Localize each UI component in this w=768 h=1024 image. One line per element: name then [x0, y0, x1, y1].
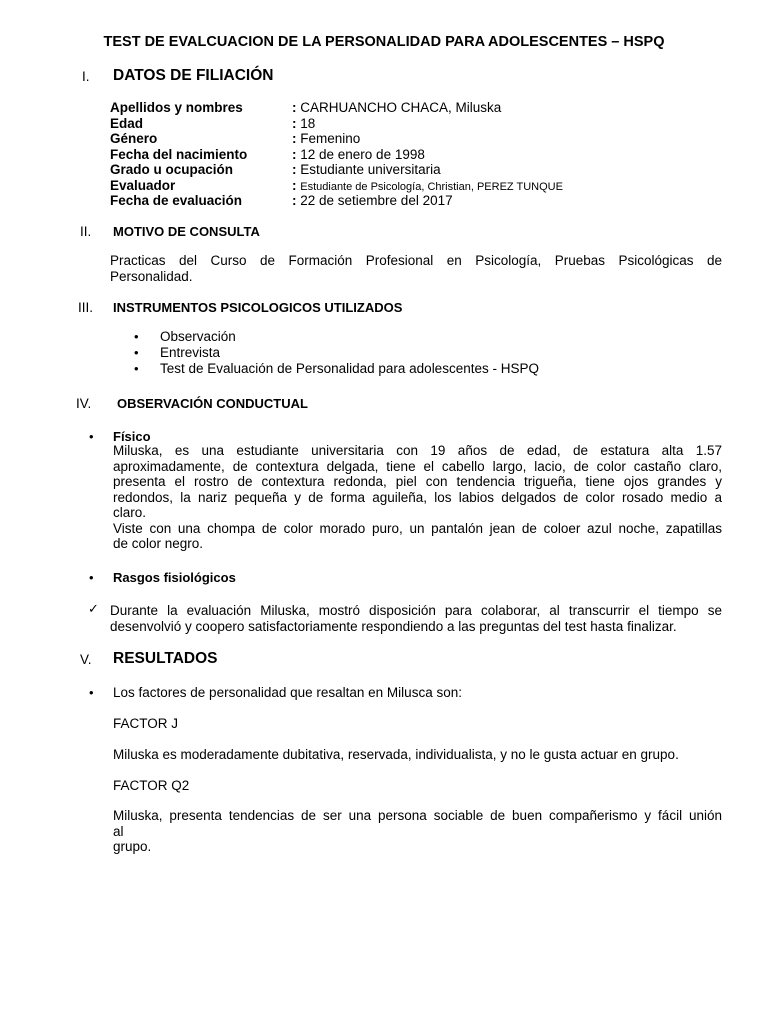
paragraph-line: Viste con una chompa de color morado puro, un pantalón jean de coloer azul noche, zapatillas	[113, 520, 722, 536]
paragraph-line: aproximadamente, de contextura delgada, tiene el cabello largo, lacio, de color castaño claro,	[113, 458, 722, 474]
rasgos-paragraph	[110, 603, 722, 634]
filiacion-table	[110, 100, 730, 209]
filiacion-row: Apellidos y nombres : CARHUANCHO CHACA, Miluska	[110, 100, 502, 115]
section-4-heading: OBSERVACIÓN CONDUCTUAL	[117, 396, 308, 411]
paragraph-line: Miluska, presenta tendencias de ser una persona sociable de buen compañerismo y fácil unión	[113, 808, 722, 823]
filiacion-row: Fecha de evaluación : 22 de setiembre del 2017	[110, 193, 453, 208]
list-item	[134, 345, 734, 361]
filiacion-value: 12 de enero de 1998	[300, 146, 425, 162]
list-item	[134, 329, 734, 345]
section-5-heading: RESULTADOS	[113, 650, 218, 667]
motivo-line: Practicas del Curso de Formación Profesional en Psicología, Pruebas Psicológicas de	[110, 253, 722, 268]
filiacion-value: Estudiante universitaria	[300, 162, 441, 177]
bullet-icon: •	[89, 570, 94, 585]
section-5-number: V.	[80, 652, 92, 667]
section-1-heading: DATOS DE FILIACIÓN	[113, 67, 274, 84]
filiacion-row: Grado u ocupación : Estudiante universitaria	[110, 162, 441, 177]
list-item-label: Entrevista	[160, 345, 221, 360]
paragraph-line: Miluska, es una estudiante universitaria con 19 años de edad, de estatura alta 1.57	[113, 443, 722, 458]
filiacion-label: Edad	[110, 115, 144, 131]
filiacion-label: Grado u ocupación	[110, 162, 234, 177]
section-2-heading: MOTIVO DE CONSULTA	[113, 224, 260, 239]
filiacion-value: CARHUANCHO CHACA, Miluska	[300, 100, 502, 115]
fisico-title: Físico	[113, 429, 151, 444]
bullet-icon: •	[134, 329, 139, 344]
paragraph-line: grupo.	[113, 839, 152, 854]
filiacion-label: Apellidos y nombres	[110, 100, 243, 115]
filiacion-value: Estudiante de Psicología, Christian, PEREZ TUNQUE	[300, 180, 563, 193]
document-title: TEST DE EVALCUACION DE LA PERSONALIDAD PARA ADOLESCENTES – HSPQ	[103, 34, 665, 50]
factor-j-text: Miluska es moderadamente dubitativa, reservada, individualista, y no le gusta actuar en grupo.	[113, 747, 679, 762]
section-3-heading: INSTRUMENTOS PSICOLOGICOS UTILIZADOS	[113, 300, 403, 315]
checkmark-icon: ✓	[88, 601, 99, 616]
filiacion-label: Fecha del nacimiento	[110, 146, 248, 162]
motivo-paragraph	[110, 253, 722, 284]
bullet-icon: •	[134, 345, 139, 360]
paragraph-line: desenvolvió y coopero satisfactoriamente respondiendo a las preguntas del test hasta finalizar.	[110, 618, 677, 634]
filiacion-label: Evaluador	[110, 177, 176, 193]
instrumentos-list	[134, 329, 734, 377]
bullet-icon: •	[89, 685, 94, 700]
filiacion-row: Fecha del nacimiento : 12 de enero de 1998	[110, 146, 425, 162]
section-1-number: I.	[82, 69, 90, 84]
filiacion-row: Evaluador : Estudiante de Psicología, Christian, PEREZ TUNQUE	[110, 177, 563, 193]
resultados-intro: Los factores de personalidad que resaltan en Milusca son:	[113, 685, 462, 700]
factor-q2-label: FACTOR Q2	[113, 778, 190, 793]
paragraph-line: presenta el rostro de contextura redonda, piel con tendencia trigueña, tiene ojos grandes y	[113, 474, 722, 489]
filiacion-value: 22 de setiembre del 2017	[300, 193, 453, 208]
filiacion-label: Fecha de evaluación	[110, 193, 243, 208]
filiacion-row: Edad : 18	[110, 115, 316, 131]
filiacion-label: Género	[110, 131, 158, 146]
filiacion-value: 18	[300, 115, 316, 131]
factor-q2-paragraph	[113, 808, 722, 855]
list-item-label: Observación	[160, 329, 236, 344]
list-item-label: Test de Evaluación de Personalidad para adolescentes - HSPQ	[160, 361, 539, 376]
factor-j-label: FACTOR J	[113, 716, 179, 731]
fisico-paragraph	[113, 443, 722, 552]
paragraph-line: Durante la evaluación Miluska, mostró disposición para colaborar, al transcurrir el tiempo se	[110, 603, 722, 618]
bullet-icon: •	[134, 361, 139, 376]
bullet-icon: •	[89, 429, 94, 444]
filiacion-value: Femenino	[300, 131, 361, 146]
paragraph-line: claro.	[113, 505, 147, 520]
paragraph-line: redondos, la nariz pequeña y de forma aguileña, los labios delgados de color rosado medio a	[113, 489, 722, 505]
rasgos-title: Rasgos fisiológicos	[113, 570, 236, 585]
section-2-number: II.	[80, 224, 92, 239]
filiacion-row: Género : Femenino	[110, 131, 361, 146]
section-3-number: III.	[78, 300, 94, 315]
motivo-line: Personalidad.	[110, 268, 193, 284]
section-4-number: IV.	[76, 396, 92, 411]
paragraph-line: de color negro.	[113, 536, 204, 551]
paragraph-line: al	[113, 823, 124, 839]
list-item	[134, 361, 734, 377]
